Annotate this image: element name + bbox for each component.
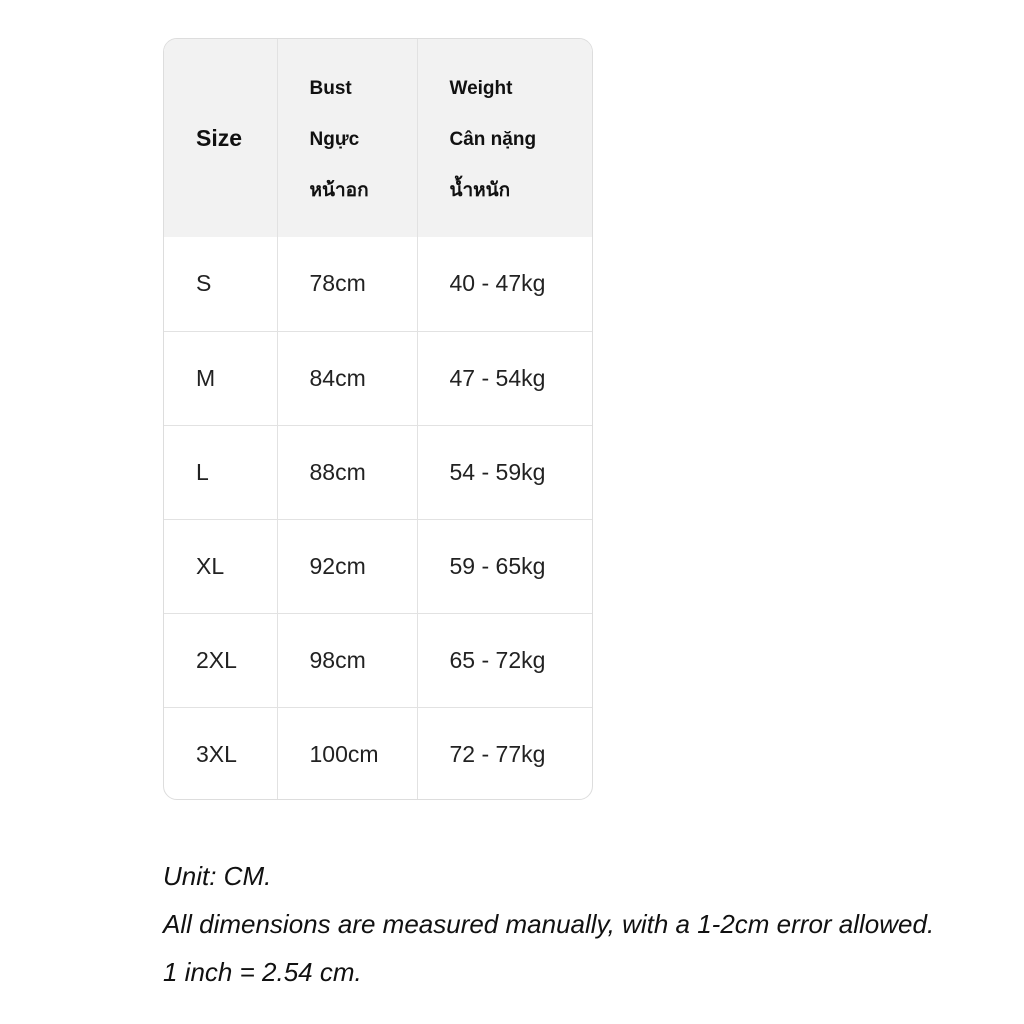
cell-bust: 92cm [277, 519, 417, 613]
cell-weight: 72 - 77kg [449, 740, 546, 767]
size-notes [163, 852, 934, 996]
header-bust-th: หน้าอก [309, 179, 369, 201]
table-header-row [164, 39, 592, 237]
cell-weight: 59 - 65kg [417, 519, 592, 613]
cell-weight: 47 - 54kg [417, 331, 592, 425]
header-weight-en: Weight [449, 77, 513, 99]
header-weight [417, 39, 592, 237]
cell-size: XL [164, 519, 277, 613]
table-row [164, 519, 592, 613]
note-conversion: 1 inch = 2.54 cm. [163, 957, 362, 987]
table-row [164, 425, 592, 519]
cell-size: 3XL [164, 707, 277, 800]
cell-bust: 78cm [277, 237, 417, 331]
cell-size: 2XL [164, 613, 277, 707]
cell-weight: 40 - 47kg [417, 237, 592, 331]
table-row [164, 707, 592, 800]
cell-bust: 98cm [277, 613, 417, 707]
cell-bust: 84cm [277, 331, 417, 425]
cell-size: M [164, 331, 277, 425]
size-table [164, 39, 592, 800]
table-row [164, 613, 592, 707]
header-bust [277, 39, 417, 237]
note-unit: Unit: CM. [163, 861, 272, 891]
cell-bust: 88cm [277, 425, 417, 519]
header-weight-th: น้ำหนัก [449, 179, 511, 201]
header-bust-en: Bust [309, 77, 352, 99]
header-bust-vi: Ngực [309, 128, 360, 150]
header-weight-vi: Cân nặng [449, 128, 537, 150]
note-tolerance: All dimensions are measured manually, with a 1-2cm error allowed. [163, 909, 935, 939]
table-row [164, 331, 592, 425]
header-size: Size [164, 39, 277, 237]
size-chart-table [163, 38, 593, 800]
cell-weight: 54 - 59kg [417, 425, 592, 519]
table-row [164, 237, 592, 331]
cell-weight: 65 - 72kg [417, 613, 592, 707]
cell-size: S [164, 237, 277, 331]
cell-size: L [164, 425, 277, 519]
cell-bust: 100cm [277, 707, 417, 800]
